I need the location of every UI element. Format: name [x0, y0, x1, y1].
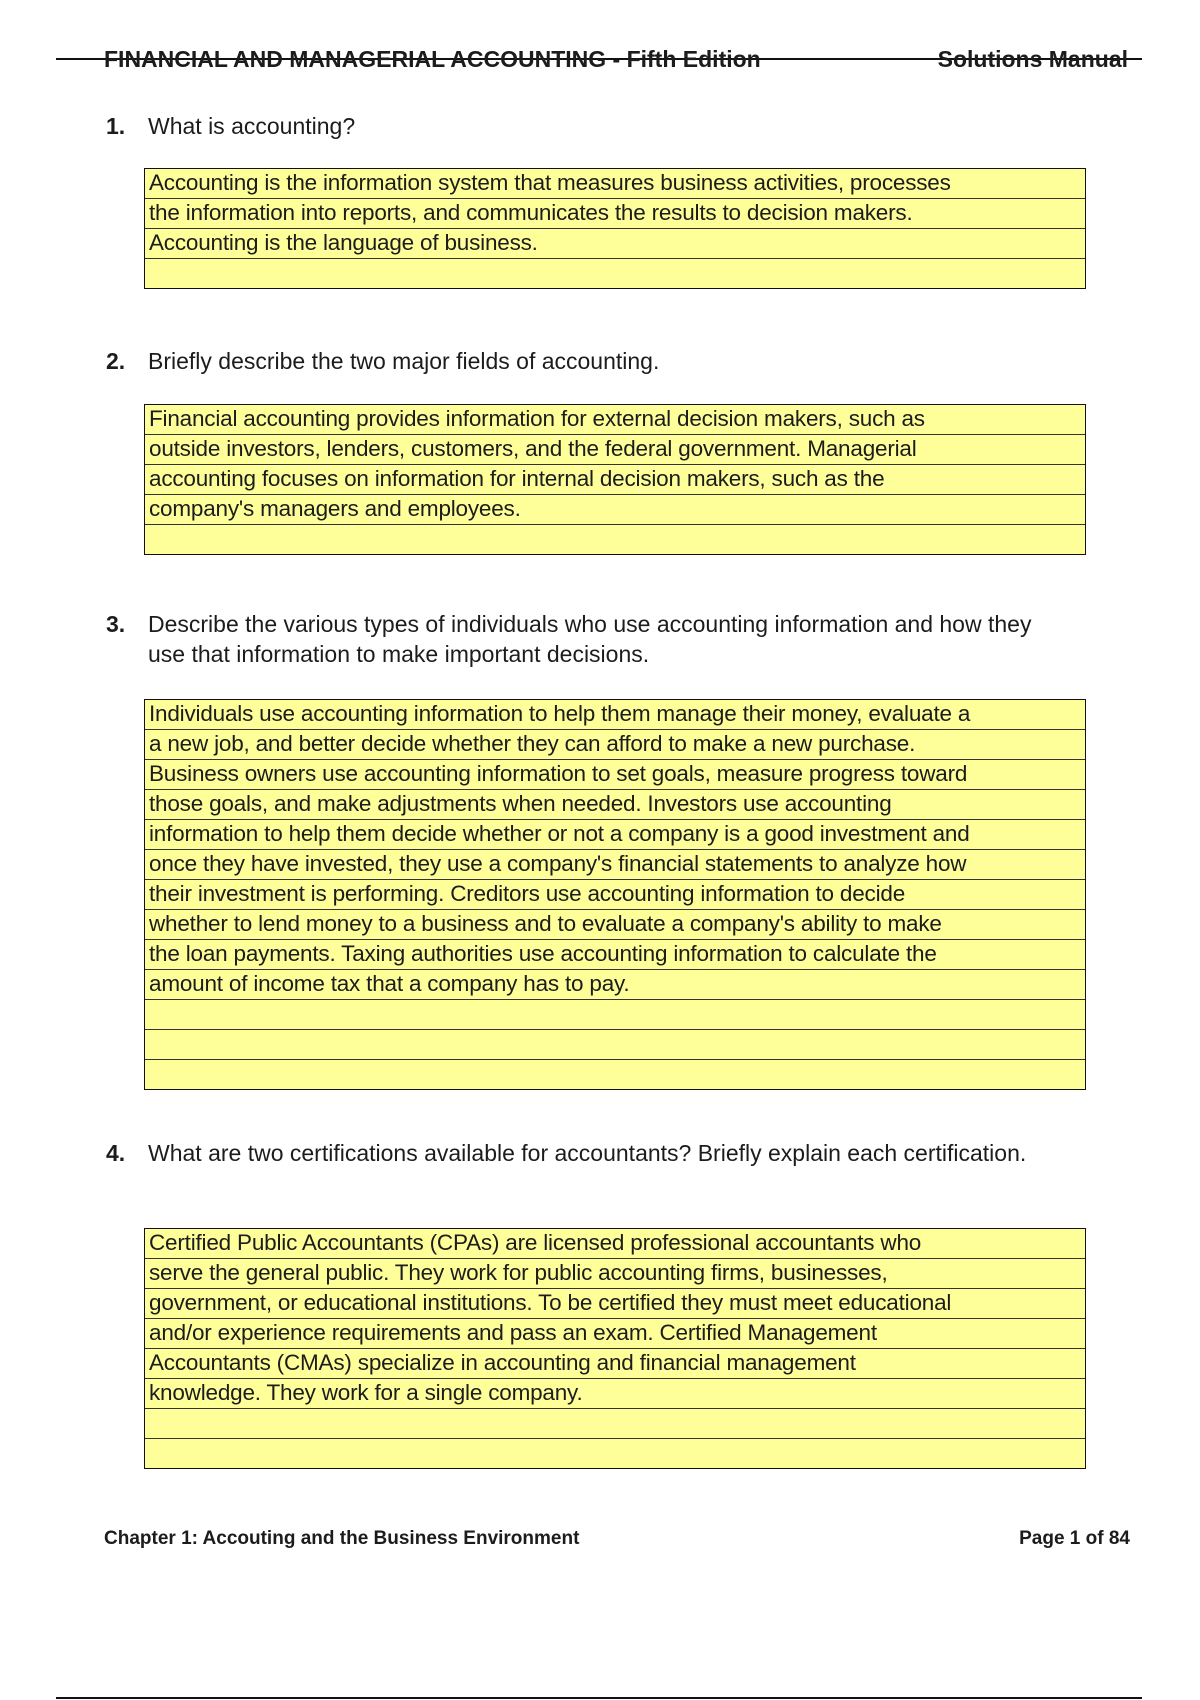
answer-line: a new job, and better decide whether they can afford to make a new purchase.	[145, 730, 1085, 760]
question-text: Briefly describe the two major fields of accounting.	[148, 348, 660, 374]
chapter-title: Chapter 1: Accouting and the Business Environment	[104, 1528, 580, 1549]
answer-line: the information into reports, and communicates the results to decision makers.	[145, 199, 1085, 229]
question-number: 4.	[106, 1140, 126, 1166]
question-text: What is accounting?	[148, 113, 356, 139]
answer-line: Accounting is the information system that measures business activities, processes	[145, 169, 1085, 199]
book-title: FINANCIAL AND MANAGERIAL ACCOUNTING - Fifth Edition	[104, 46, 761, 72]
answer-box-3	[144, 699, 1086, 1090]
answer-line	[145, 1000, 1085, 1030]
answer-line	[145, 1060, 1085, 1089]
answer-line: serve the general public. They work for public accounting firms, businesses,	[145, 1259, 1085, 1289]
answer-line: accounting focuses on information for internal decision makers, such as the	[145, 465, 1085, 495]
answer-line: Certified Public Accountants (CPAs) are licensed professional accountants who	[145, 1229, 1085, 1259]
question-number: 1.	[106, 113, 126, 139]
answer-line: Financial accounting provides information for external decision makers, such as	[145, 405, 1085, 435]
answer-line: outside investors, lenders, customers, and the federal government. Managerial	[145, 435, 1085, 465]
answer-line: and/or experience requirements and pass an exam. Certified Management	[145, 1319, 1085, 1349]
answer-line: whether to lend money to a business and to evaluate a company's ability to make	[145, 910, 1085, 940]
answer-line	[145, 1439, 1085, 1468]
manual-label: Solutions Manual	[937, 46, 1128, 72]
answer-line	[145, 525, 1085, 554]
question-number: 3.	[106, 611, 126, 637]
answer-line: company's managers and employees.	[145, 495, 1085, 525]
question-number: 2.	[106, 348, 126, 374]
answer-line: knowledge. They work for a single company.	[145, 1379, 1085, 1409]
question-text: What are two certifications available for accountants? Briefly explain each certification.	[148, 1140, 1027, 1166]
answer-line: their investment is performing. Creditors use accounting information to decide	[145, 880, 1085, 910]
question-text: Describe the various types of individuals who use accounting information and how they use that information to make important decisions.	[148, 611, 1032, 667]
answer-box-2	[144, 404, 1086, 555]
answer-line: amount of income tax that a company has to pay.	[145, 970, 1085, 1000]
answer-line: Accounting is the language of business.	[145, 229, 1085, 259]
answer-line	[145, 1030, 1085, 1060]
answer-line	[145, 1409, 1085, 1439]
answer-line: government, or educational institutions. To be certified they must meet educational	[145, 1289, 1085, 1319]
answer-line: Individuals use accounting information to help them manage their money, evaluate a	[145, 700, 1085, 730]
page-number: Page 1 of 84	[1019, 1528, 1130, 1549]
footer-rule	[56, 1697, 1142, 1699]
answer-line: the loan payments. Taxing authorities use accounting information to calculate the	[145, 940, 1085, 970]
answer-line	[145, 259, 1085, 288]
answer-box-4	[144, 1228, 1086, 1469]
answer-line: Business owners use accounting information to set goals, measure progress toward	[145, 760, 1085, 790]
answer-box-1	[144, 168, 1086, 289]
answer-line: Accountants (CMAs) specialize in accounting and financial management	[145, 1349, 1085, 1379]
answer-line: once they have invested, they use a company's financial statements to analyze how	[145, 850, 1085, 880]
page-header	[56, 46, 1142, 76]
answer-line: information to help them decide whether or not a company is a good investment and	[145, 820, 1085, 850]
answer-line: those goals, and make adjustments when needed. Investors use accounting	[145, 790, 1085, 820]
